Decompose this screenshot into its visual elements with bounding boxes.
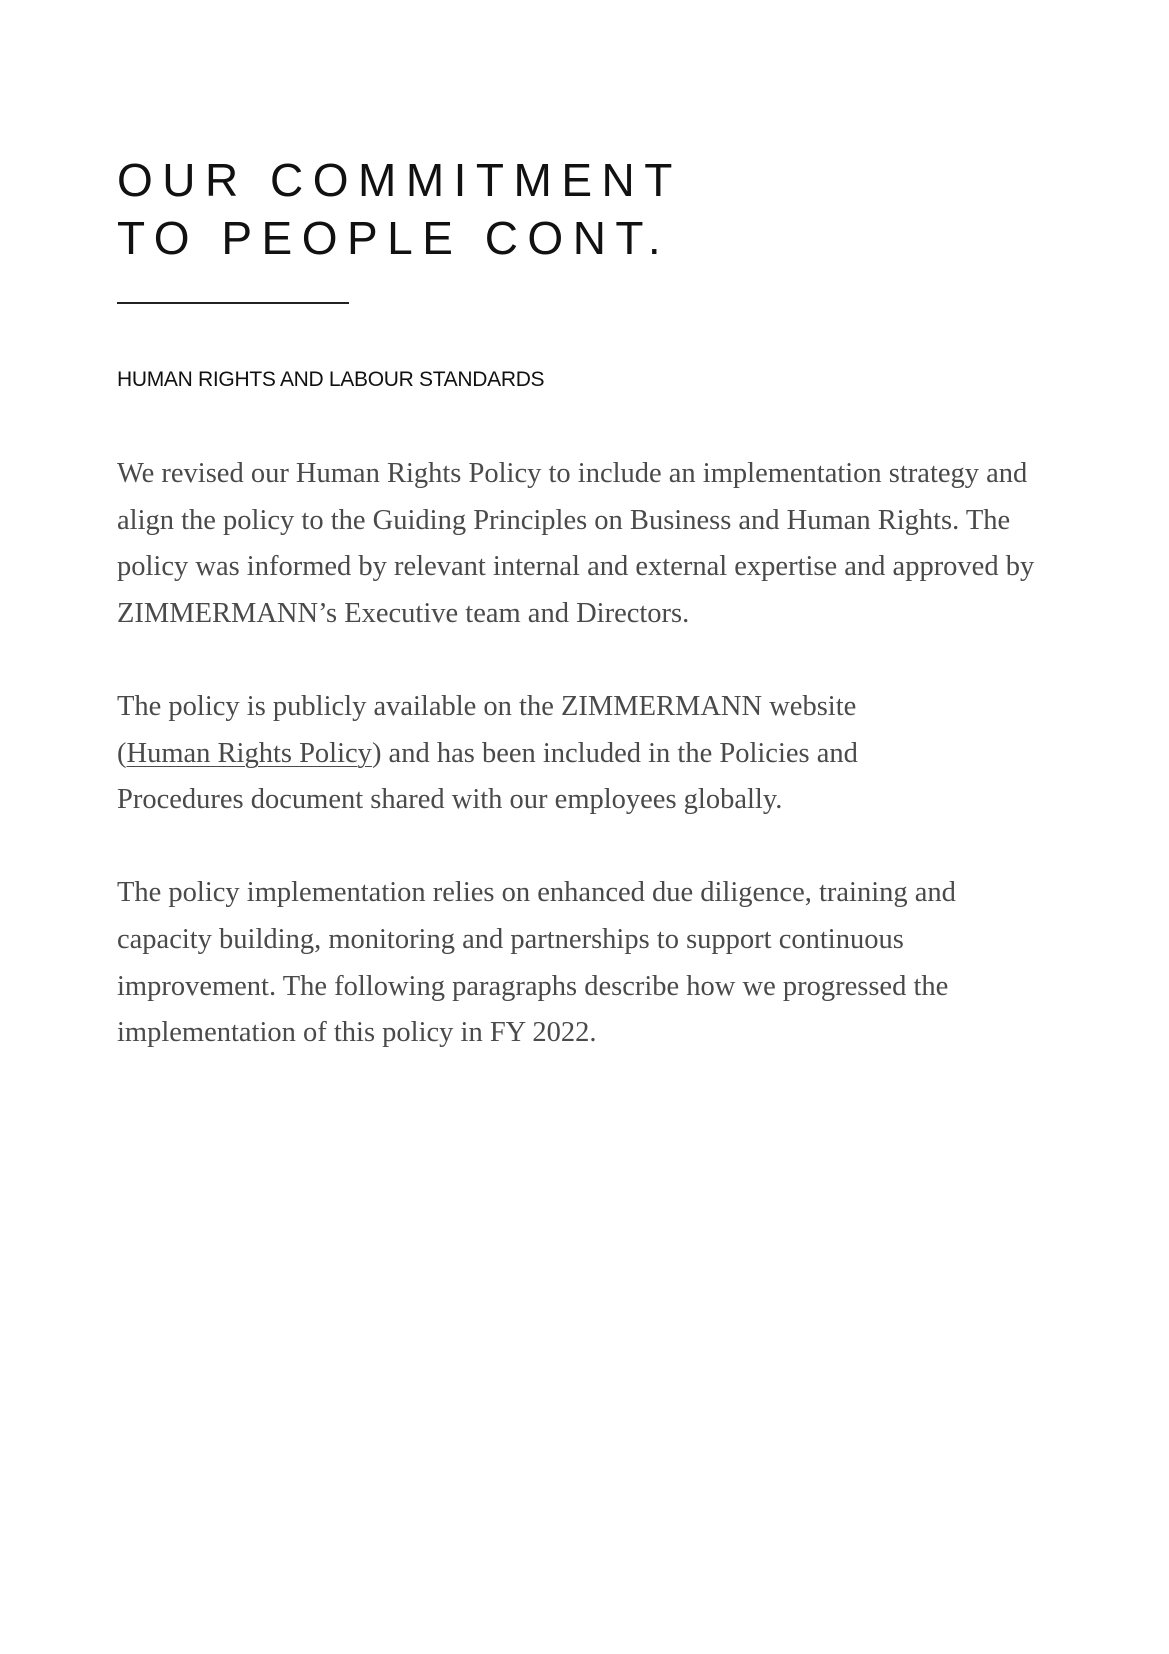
human-rights-policy-link[interactable]: Human Rights Policy bbox=[126, 737, 372, 769]
paragraph-line: Procedures document shared with our employees globally. bbox=[117, 784, 783, 816]
paragraph-line: improvement. The following paragraphs describe how we progressed the bbox=[117, 970, 949, 1002]
paragraph-line: implementation of this policy in FY 2022. bbox=[117, 1017, 597, 1049]
paragraph-policy-implementation bbox=[117, 870, 1077, 1056]
paragraph-line: capacity building, monitoring and partnerships to support continuous bbox=[117, 923, 904, 955]
paragraph-line: policy was informed by relevant internal and external expertise and approved by bbox=[117, 551, 1035, 583]
body-text bbox=[117, 451, 1077, 1103]
paragraph-line: ZIMMERMANN’s Executive team and Directors. bbox=[117, 597, 690, 629]
title-divider bbox=[117, 302, 349, 304]
section-heading: HUMAN RIGHTS AND LABOUR STANDARDS bbox=[117, 368, 545, 391]
paragraph-line: The policy implementation relies on enhanced due diligence, training and bbox=[117, 877, 956, 909]
page-title-line-1: OUR COMMITMENT bbox=[117, 154, 682, 206]
paragraph-line: The policy is publicly available on the ZIMMERMANN website bbox=[117, 690, 857, 722]
paragraph-line: align the policy to the Guiding Principles on Business and Human Rights. The bbox=[117, 504, 1011, 536]
page-title bbox=[117, 151, 682, 267]
open-parenthesis: ( bbox=[117, 737, 127, 769]
paragraph-line-rest: ) and has been included in the Policies and bbox=[371, 737, 858, 769]
paragraph-line: We revised our Human Rights Policy to include an implementation strategy and bbox=[117, 458, 1028, 489]
paragraph-line-with-link bbox=[117, 731, 1077, 778]
paragraph-policy-availability bbox=[117, 684, 1077, 824]
paragraph-policy-revision bbox=[117, 451, 1077, 637]
page-title-line-2: TO PEOPLE CONT. bbox=[117, 212, 671, 264]
